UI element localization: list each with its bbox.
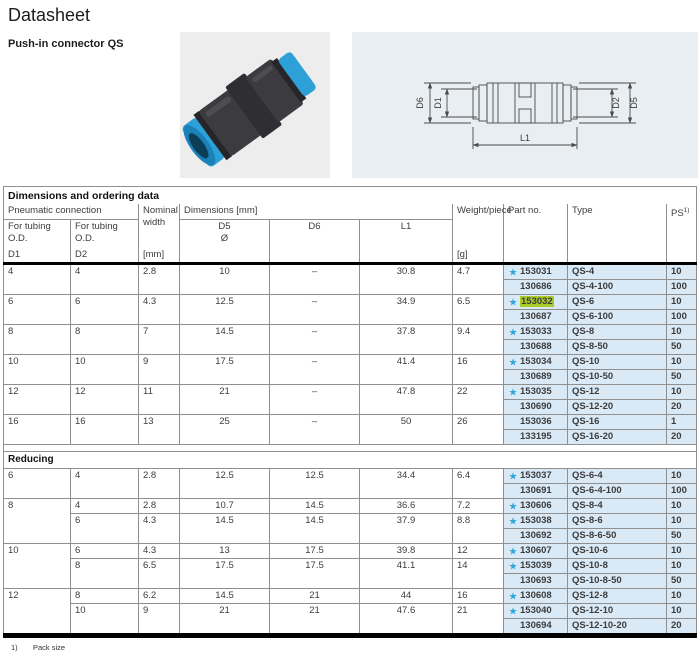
ps-cell: 10 xyxy=(667,544,697,559)
cell-d6: 14.5 xyxy=(270,514,360,544)
type-cell: QS-4-100 xyxy=(568,280,667,295)
table-title-row xyxy=(4,187,697,205)
cell-weight: 21 xyxy=(453,604,504,636)
type-cell: QS-8-4 xyxy=(568,499,667,514)
header-weight xyxy=(453,204,512,264)
star-icon: ★ xyxy=(509,471,517,481)
cell-d2: 4 xyxy=(71,469,139,499)
part-no: 130693 xyxy=(520,575,552,586)
cell-weight: 7.2 xyxy=(453,499,504,514)
cell-d1: 6 xyxy=(4,295,71,325)
type-cell: QS-6-4-100 xyxy=(568,484,667,499)
cell-d2: 8 xyxy=(71,589,139,604)
cell-nominal-width: 2.8 xyxy=(139,469,180,499)
header-nominal-width-unit: [mm] xyxy=(143,249,165,260)
part-no: 153037 xyxy=(520,470,552,481)
ps-cell: 50 xyxy=(667,370,697,385)
cell-nominal-width: 9 xyxy=(139,355,180,385)
table-row xyxy=(4,589,697,604)
cell-weight: 6.5 xyxy=(453,295,504,325)
cell-d5: 13 xyxy=(180,544,270,559)
part-no: 153031 xyxy=(520,266,552,277)
ps-cell: 50 xyxy=(667,340,697,355)
type-cell: QS-12-20 xyxy=(568,400,667,415)
type-cell: QS-12 xyxy=(568,385,667,400)
header-weight-unit: [g] xyxy=(457,249,468,260)
footnote xyxy=(11,643,697,652)
cell-d6: 17.5 xyxy=(270,559,360,589)
part-no: 153040 xyxy=(520,605,552,616)
cell-d2: 10 xyxy=(71,604,139,636)
part-no-cell xyxy=(504,400,568,415)
table-row xyxy=(4,499,697,514)
part-no-cell xyxy=(504,264,568,280)
part-no-cell xyxy=(504,280,568,295)
cell-nominal-width: 7 xyxy=(139,325,180,355)
part-no-cell xyxy=(504,514,568,529)
part-no: 130608 xyxy=(520,590,552,601)
part-no: 153035 xyxy=(520,386,552,397)
part-no-cell xyxy=(504,604,568,619)
table-row xyxy=(4,604,697,619)
star-icon: ★ xyxy=(509,297,517,307)
part-no: 153036 xyxy=(520,416,552,427)
cell-weight: 6.4 xyxy=(453,469,504,499)
star-icon: ★ xyxy=(509,606,517,616)
ps-cell: 100 xyxy=(667,280,697,295)
cell-nominal-width: 9 xyxy=(139,604,180,636)
star-icon: ★ xyxy=(509,387,517,397)
ps-cell: 20 xyxy=(667,400,697,415)
cell-d6: – xyxy=(270,415,360,445)
header-pneumatic-connection: Pneumatic connection xyxy=(4,204,139,220)
cell-d2: 4 xyxy=(71,264,139,295)
part-no-cell xyxy=(504,574,568,589)
cell-d2: 12 xyxy=(71,385,139,415)
part-no: 130691 xyxy=(520,485,552,496)
part-no: 130688 xyxy=(520,341,552,352)
header-l1: L1 xyxy=(360,220,453,264)
cell-weight: 9.4 xyxy=(453,325,504,355)
technical-drawing-svg xyxy=(352,32,698,178)
part-no-cell xyxy=(504,499,568,514)
part-no-cell xyxy=(504,385,568,400)
table-row xyxy=(4,469,697,484)
part-no-cell xyxy=(504,430,568,445)
ps-cell: 1 xyxy=(667,415,697,430)
product-name: Push-in connector QS xyxy=(8,38,124,50)
header-dimensions: Dimensions [mm] xyxy=(180,204,453,220)
star-icon: ★ xyxy=(509,546,517,556)
type-cell: QS-10-50 xyxy=(568,370,667,385)
header-d2: D2 xyxy=(75,249,88,260)
ps-cell: 20 xyxy=(667,619,697,636)
cell-d1: 4 xyxy=(4,264,71,295)
part-no: 130690 xyxy=(520,401,552,412)
footnote-marker: 1) xyxy=(11,643,18,652)
cell-d5: 17.5 xyxy=(180,559,270,589)
dimension-label-d6: D6 xyxy=(415,97,425,109)
technical-drawing xyxy=(352,32,698,178)
cell-weight: 4.7 xyxy=(453,264,504,295)
table-row xyxy=(4,544,697,559)
dimension-label-l1: L1 xyxy=(519,133,531,143)
part-no-cell xyxy=(504,559,568,574)
cell-d5: 12.5 xyxy=(180,469,270,499)
type-cell: QS-8-6 xyxy=(568,514,667,529)
footnote-text: Pack size xyxy=(33,643,66,652)
type-cell: QS-6-4 xyxy=(568,469,667,484)
part-no-cell xyxy=(504,295,568,310)
ps-cell: 10 xyxy=(667,514,697,529)
cell-weight: 22 xyxy=(453,385,504,415)
type-cell: QS-16 xyxy=(568,415,667,430)
cell-l1: 47.6 xyxy=(360,604,453,636)
table-row xyxy=(4,325,697,340)
star-icon: ★ xyxy=(509,501,517,511)
cell-d1: 8 xyxy=(4,325,71,355)
ps-cell: 10 xyxy=(667,469,697,484)
part-no: 153039 xyxy=(520,560,552,571)
cell-d1: 12 xyxy=(4,385,71,415)
part-no: 130687 xyxy=(520,311,552,322)
part-no-cell xyxy=(504,619,568,636)
part-no-cell xyxy=(504,310,568,325)
cell-d5: 12.5 xyxy=(180,295,270,325)
part-no: 130694 xyxy=(520,620,552,631)
cell-d2: 8 xyxy=(71,325,139,355)
cell-d5: 21 xyxy=(180,604,270,636)
cell-d5: 21 xyxy=(180,385,270,415)
part-no-cell xyxy=(504,415,568,430)
header-weight-label: Weight/piece xyxy=(457,205,512,216)
cell-d2: 16 xyxy=(71,415,139,445)
header-ps-footnote-ref: 1) xyxy=(683,207,690,214)
ordering-table-wrap xyxy=(3,186,697,652)
cell-d6: – xyxy=(270,325,360,355)
type-cell: QS-10-6 xyxy=(568,544,667,559)
cell-d2: 6 xyxy=(71,514,139,544)
ps-cell: 100 xyxy=(667,484,697,499)
cell-d6: 14.5 xyxy=(270,499,360,514)
table-row xyxy=(4,415,697,430)
cell-d2: 8 xyxy=(71,559,139,589)
table-row xyxy=(4,355,697,370)
table-row xyxy=(4,385,697,400)
cell-d6: 21 xyxy=(270,589,360,604)
cell-nominal-width: 6.2 xyxy=(139,589,180,604)
header-type: Type xyxy=(568,204,667,264)
star-icon: ★ xyxy=(509,357,517,367)
type-cell: QS-10-8 xyxy=(568,559,667,574)
cell-nominal-width: 11 xyxy=(139,385,180,415)
ps-cell: 10 xyxy=(667,325,697,340)
cell-l1: 44 xyxy=(360,589,453,604)
header-nominal-width xyxy=(139,204,180,264)
cell-weight: 16 xyxy=(453,589,504,604)
cell-d5: 14.5 xyxy=(180,325,270,355)
cell-weight: 26 xyxy=(453,415,504,445)
cell-l1: 34.9 xyxy=(360,295,453,325)
type-cell: QS-12-10 xyxy=(568,604,667,619)
section-label: Reducing xyxy=(4,452,697,469)
cell-nominal-width: 4.3 xyxy=(139,295,180,325)
dimension-label-d2: D2 xyxy=(611,97,621,109)
header-part-no: Part no. xyxy=(504,204,568,264)
header-d5-label: D5 xyxy=(218,221,231,232)
ps-cell: 10 xyxy=(667,385,697,400)
cell-l1: 39.8 xyxy=(360,544,453,559)
part-no: 130692 xyxy=(520,530,552,541)
part-no-cell xyxy=(504,589,568,604)
header-for-tubing-1: For tubing O.D. xyxy=(8,221,51,244)
type-cell: QS-12-8 xyxy=(568,589,667,604)
ps-cell: 10 xyxy=(667,295,697,310)
type-cell: QS-10 xyxy=(568,355,667,370)
cell-d6: 12.5 xyxy=(270,469,360,499)
star-icon: ★ xyxy=(509,561,517,571)
cell-l1: 37.9 xyxy=(360,514,453,544)
cell-l1: 50 xyxy=(360,415,453,445)
cell-l1: 37.8 xyxy=(360,325,453,355)
type-cell: QS-6 xyxy=(568,295,667,310)
table-row xyxy=(4,264,697,280)
part-no-cell xyxy=(504,484,568,499)
ps-cell: 10 xyxy=(667,604,697,619)
dimension-label-d5: D5 xyxy=(629,97,639,109)
cell-d1: 8 xyxy=(4,499,71,544)
cell-nominal-width: 4.3 xyxy=(139,544,180,559)
cell-d2: 10 xyxy=(71,355,139,385)
ps-cell: 50 xyxy=(667,574,697,589)
part-no: 130689 xyxy=(520,371,552,382)
cell-d5: 14.5 xyxy=(180,589,270,604)
cell-d2: 6 xyxy=(71,544,139,559)
page-title: Datasheet xyxy=(8,5,91,25)
cell-d5: 14.5 xyxy=(180,514,270,544)
ps-cell: 100 xyxy=(667,310,697,325)
cell-weight: 12 xyxy=(453,544,504,559)
ps-cell: 10 xyxy=(667,264,697,280)
header-ps xyxy=(667,204,697,264)
header-d5 xyxy=(180,220,270,264)
section-label-row xyxy=(4,452,697,469)
table-title: Dimensions and ordering data xyxy=(4,187,697,205)
cell-d6: – xyxy=(270,295,360,325)
cell-d1: 10 xyxy=(4,544,71,589)
cell-d5: 10 xyxy=(180,264,270,295)
cell-weight: 8.8 xyxy=(453,514,504,544)
table-row xyxy=(4,514,697,529)
section-gap-row xyxy=(4,445,697,452)
ps-cell: 10 xyxy=(667,589,697,604)
part-no-cell xyxy=(504,469,568,484)
part-no: 153038 xyxy=(520,515,552,526)
type-cell: QS-8 xyxy=(568,325,667,340)
ps-cell: 10 xyxy=(667,559,697,574)
part-no: 153034 xyxy=(520,356,552,367)
diameter-icon: Ø xyxy=(220,233,229,244)
header-d6: D6 xyxy=(270,220,360,264)
cell-d2: 6 xyxy=(71,295,139,325)
cell-d5: 25 xyxy=(180,415,270,445)
cell-d6: – xyxy=(270,385,360,415)
type-cell: QS-8-50 xyxy=(568,340,667,355)
cell-d1: 6 xyxy=(4,469,71,499)
cell-d5: 10.7 xyxy=(180,499,270,514)
star-icon: ★ xyxy=(509,591,517,601)
part-no: 130686 xyxy=(520,281,552,292)
table-row xyxy=(4,559,697,574)
cell-nominal-width: 2.8 xyxy=(139,264,180,295)
ps-cell: 10 xyxy=(667,355,697,370)
cell-nominal-width: 13 xyxy=(139,415,180,445)
cell-nominal-width: 4.3 xyxy=(139,514,180,544)
cell-l1: 30.8 xyxy=(360,264,453,295)
section-gap xyxy=(4,445,697,452)
cell-d1: 12 xyxy=(4,589,71,636)
part-no: 130607 xyxy=(520,545,552,556)
star-icon: ★ xyxy=(509,516,517,526)
cell-l1: 41.1 xyxy=(360,559,453,589)
type-cell: QS-10-8-50 xyxy=(568,574,667,589)
cell-d5: 17.5 xyxy=(180,355,270,385)
cell-nominal-width: 6.5 xyxy=(139,559,180,589)
ps-cell: 20 xyxy=(667,430,697,445)
part-no: 153033 xyxy=(520,326,552,337)
cell-weight: 16 xyxy=(453,355,504,385)
dimension-label-d1: D1 xyxy=(433,97,443,109)
product-photo-illustration xyxy=(180,32,330,178)
header-row-groups xyxy=(4,204,697,220)
header-for-tubing-2: For tubing O.D. xyxy=(75,221,118,244)
cell-d6: – xyxy=(270,355,360,385)
type-cell: QS-16-20 xyxy=(568,430,667,445)
product-photo xyxy=(180,32,330,178)
cell-l1: 34.4 xyxy=(360,469,453,499)
table-row xyxy=(4,295,697,310)
cell-nominal-width: 2.8 xyxy=(139,499,180,514)
cell-l1: 36.6 xyxy=(360,499,453,514)
part-no-cell xyxy=(504,355,568,370)
type-cell: QS-6-100 xyxy=(568,310,667,325)
cell-d2: 4 xyxy=(71,499,139,514)
header-for-tubing-d2 xyxy=(71,220,139,264)
part-no-cell xyxy=(504,370,568,385)
type-cell: QS-12-10-20 xyxy=(568,619,667,636)
part-no-cell xyxy=(504,325,568,340)
cell-d1: 10 xyxy=(4,355,71,385)
part-no-cell xyxy=(504,544,568,559)
cell-d6: 17.5 xyxy=(270,544,360,559)
part-no-cell xyxy=(504,529,568,544)
type-cell: QS-8-6-50 xyxy=(568,529,667,544)
header-d1: D1 xyxy=(8,249,21,260)
header-ps-label: PS xyxy=(671,208,684,220)
header-nominal-width-label: Nominal width xyxy=(143,205,178,228)
header-for-tubing-d1 xyxy=(4,220,71,264)
star-icon: ★ xyxy=(509,327,517,337)
type-cell: QS-4 xyxy=(568,264,667,280)
ps-cell: 50 xyxy=(667,529,697,544)
cell-l1: 47.8 xyxy=(360,385,453,415)
part-no: 133195 xyxy=(520,431,552,442)
cell-weight: 14 xyxy=(453,559,504,589)
star-icon: ★ xyxy=(509,267,517,277)
ps-cell: 10 xyxy=(667,499,697,514)
part-no-highlighted: 153032 xyxy=(521,296,553,307)
part-no: 130606 xyxy=(520,500,552,511)
cell-d6: 21 xyxy=(270,604,360,636)
cell-l1: 41.4 xyxy=(360,355,453,385)
cell-d6: – xyxy=(270,264,360,295)
ordering-table xyxy=(3,186,697,638)
part-no-cell xyxy=(504,340,568,355)
cell-d1: 16 xyxy=(4,415,71,445)
